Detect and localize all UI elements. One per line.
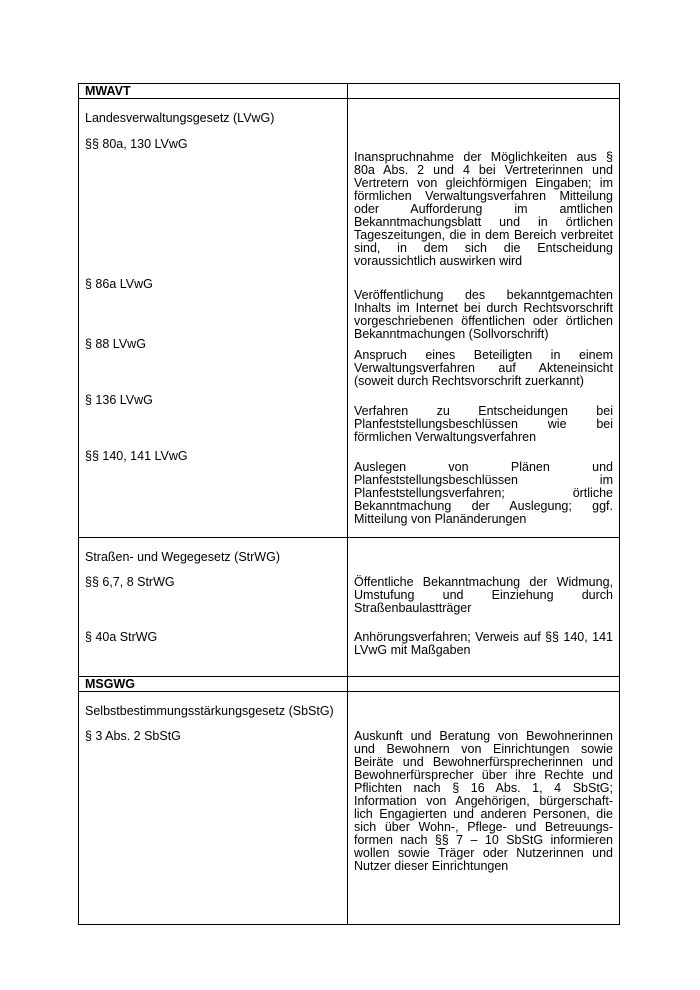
- law-reference: §§ 140, 141 LVwG: [85, 449, 188, 463]
- section-header-row: [79, 84, 620, 99]
- section-header-row: [79, 677, 620, 692]
- law-description: Verfahren zu Entscheidungen bei Planfeststellungsbeschlüssen wie bei förmlichen Verwaltungsverfahren: [354, 404, 613, 444]
- law-block-right: [348, 692, 620, 925]
- law-reference: §§ 80a, 130 LVwG: [85, 137, 188, 151]
- law-description: Veröffentlichung des bekanntgemachten Inhalts im Internet bei durch Rechtsvorschrift vorgeschriebenen öffentlichen oder örtlichen Bekanntmachungen (Sollvorschrift): [354, 288, 613, 341]
- law-description: Anhörungsverfahren; Verweis auf §§ 140, 141 LVwG mit Maßgaben: [354, 630, 613, 657]
- law-block-left: [79, 538, 348, 677]
- law-block-left: [79, 99, 348, 538]
- law-reference: § 88 LVwG: [85, 337, 146, 351]
- law-reference: § 40a StrWG: [85, 630, 158, 644]
- law-description: Auskunft und Beratung von Bewohnerinnen und Bewohnern von Einrichtungen sowie Beiräte und Bewohnerfürsprecherinnen und Bewohnerfürsprecher über ihre Rechte und Pflichten nach § 16 Abs. 1, 4 SbStG; Information von Angehörigen, bürgerschaft-lich Engagierten und anderen Personen, die sich über Wohn-, Pflege- und Betreuungs-formen nach §§ 7 – 10 SbStG informieren wollen sowie Träger oder Nutzerinnen und Nutzer dieser Einrichtungen: [354, 729, 613, 873]
- section-header-empty-cell: [348, 677, 620, 692]
- law-block-right: [348, 538, 620, 677]
- law-description: Öffentliche Bekanntmachung der Widmung, Umstufung und Einziehung durch Straßenbaulastträger: [354, 575, 613, 615]
- law-description: Anspruch eines Beteiligten in einem Verwaltungsverfahren auf Akteneinsicht (soweit durch Rechtsvorschrift zuerkannt): [354, 348, 613, 388]
- law-title: Straßen- und Wegegesetz (StrWG): [85, 550, 280, 564]
- section-header: MSGWG: [79, 677, 348, 692]
- law-reference: §§ 6,7, 8 StrWG: [85, 575, 175, 589]
- law-block-row: [79, 692, 620, 925]
- law-reference: § 136 LVwG: [85, 393, 153, 407]
- law-title: Selbstbestimmungsstärkungsgesetz (SbStG): [85, 704, 334, 718]
- law-block-row: [79, 538, 620, 677]
- law-block-right: [348, 99, 620, 538]
- law-description: Inanspruchnahme der Möglichkeiten aus § 80a Abs. 2 und 4 bei Vertreterinnen und Vertretern von gleichförmigen Eingaben; im förmlichen Verwaltungsverfahren Mitteilung oder Aufforderung im amtlichen Bekanntmachungsblatt und in örtlichen Tageszeitungen, die in dem Bereich verbreitet sind, in dem sich die Entscheidung voraussichtlich auswirken wird: [354, 150, 613, 268]
- section-header-empty-cell: [348, 84, 620, 99]
- law-reference: § 3 Abs. 2 SbStG: [85, 729, 181, 743]
- law-title: Landesverwaltungsgesetz (LVwG): [85, 111, 275, 125]
- law-block-row: [79, 99, 620, 538]
- section-header: MWAVT: [79, 84, 348, 99]
- law-description: Auslegen von Plänen und Planfeststellungsbeschlüssen im Planfeststellungsverfahren; örtliche Bekanntmachung der Auslegung; ggf. Mitteilung von Planänderungen: [354, 460, 613, 526]
- law-block-left: [79, 692, 348, 925]
- law-reference: § 86a LVwG: [85, 277, 153, 291]
- document-table: [78, 83, 620, 925]
